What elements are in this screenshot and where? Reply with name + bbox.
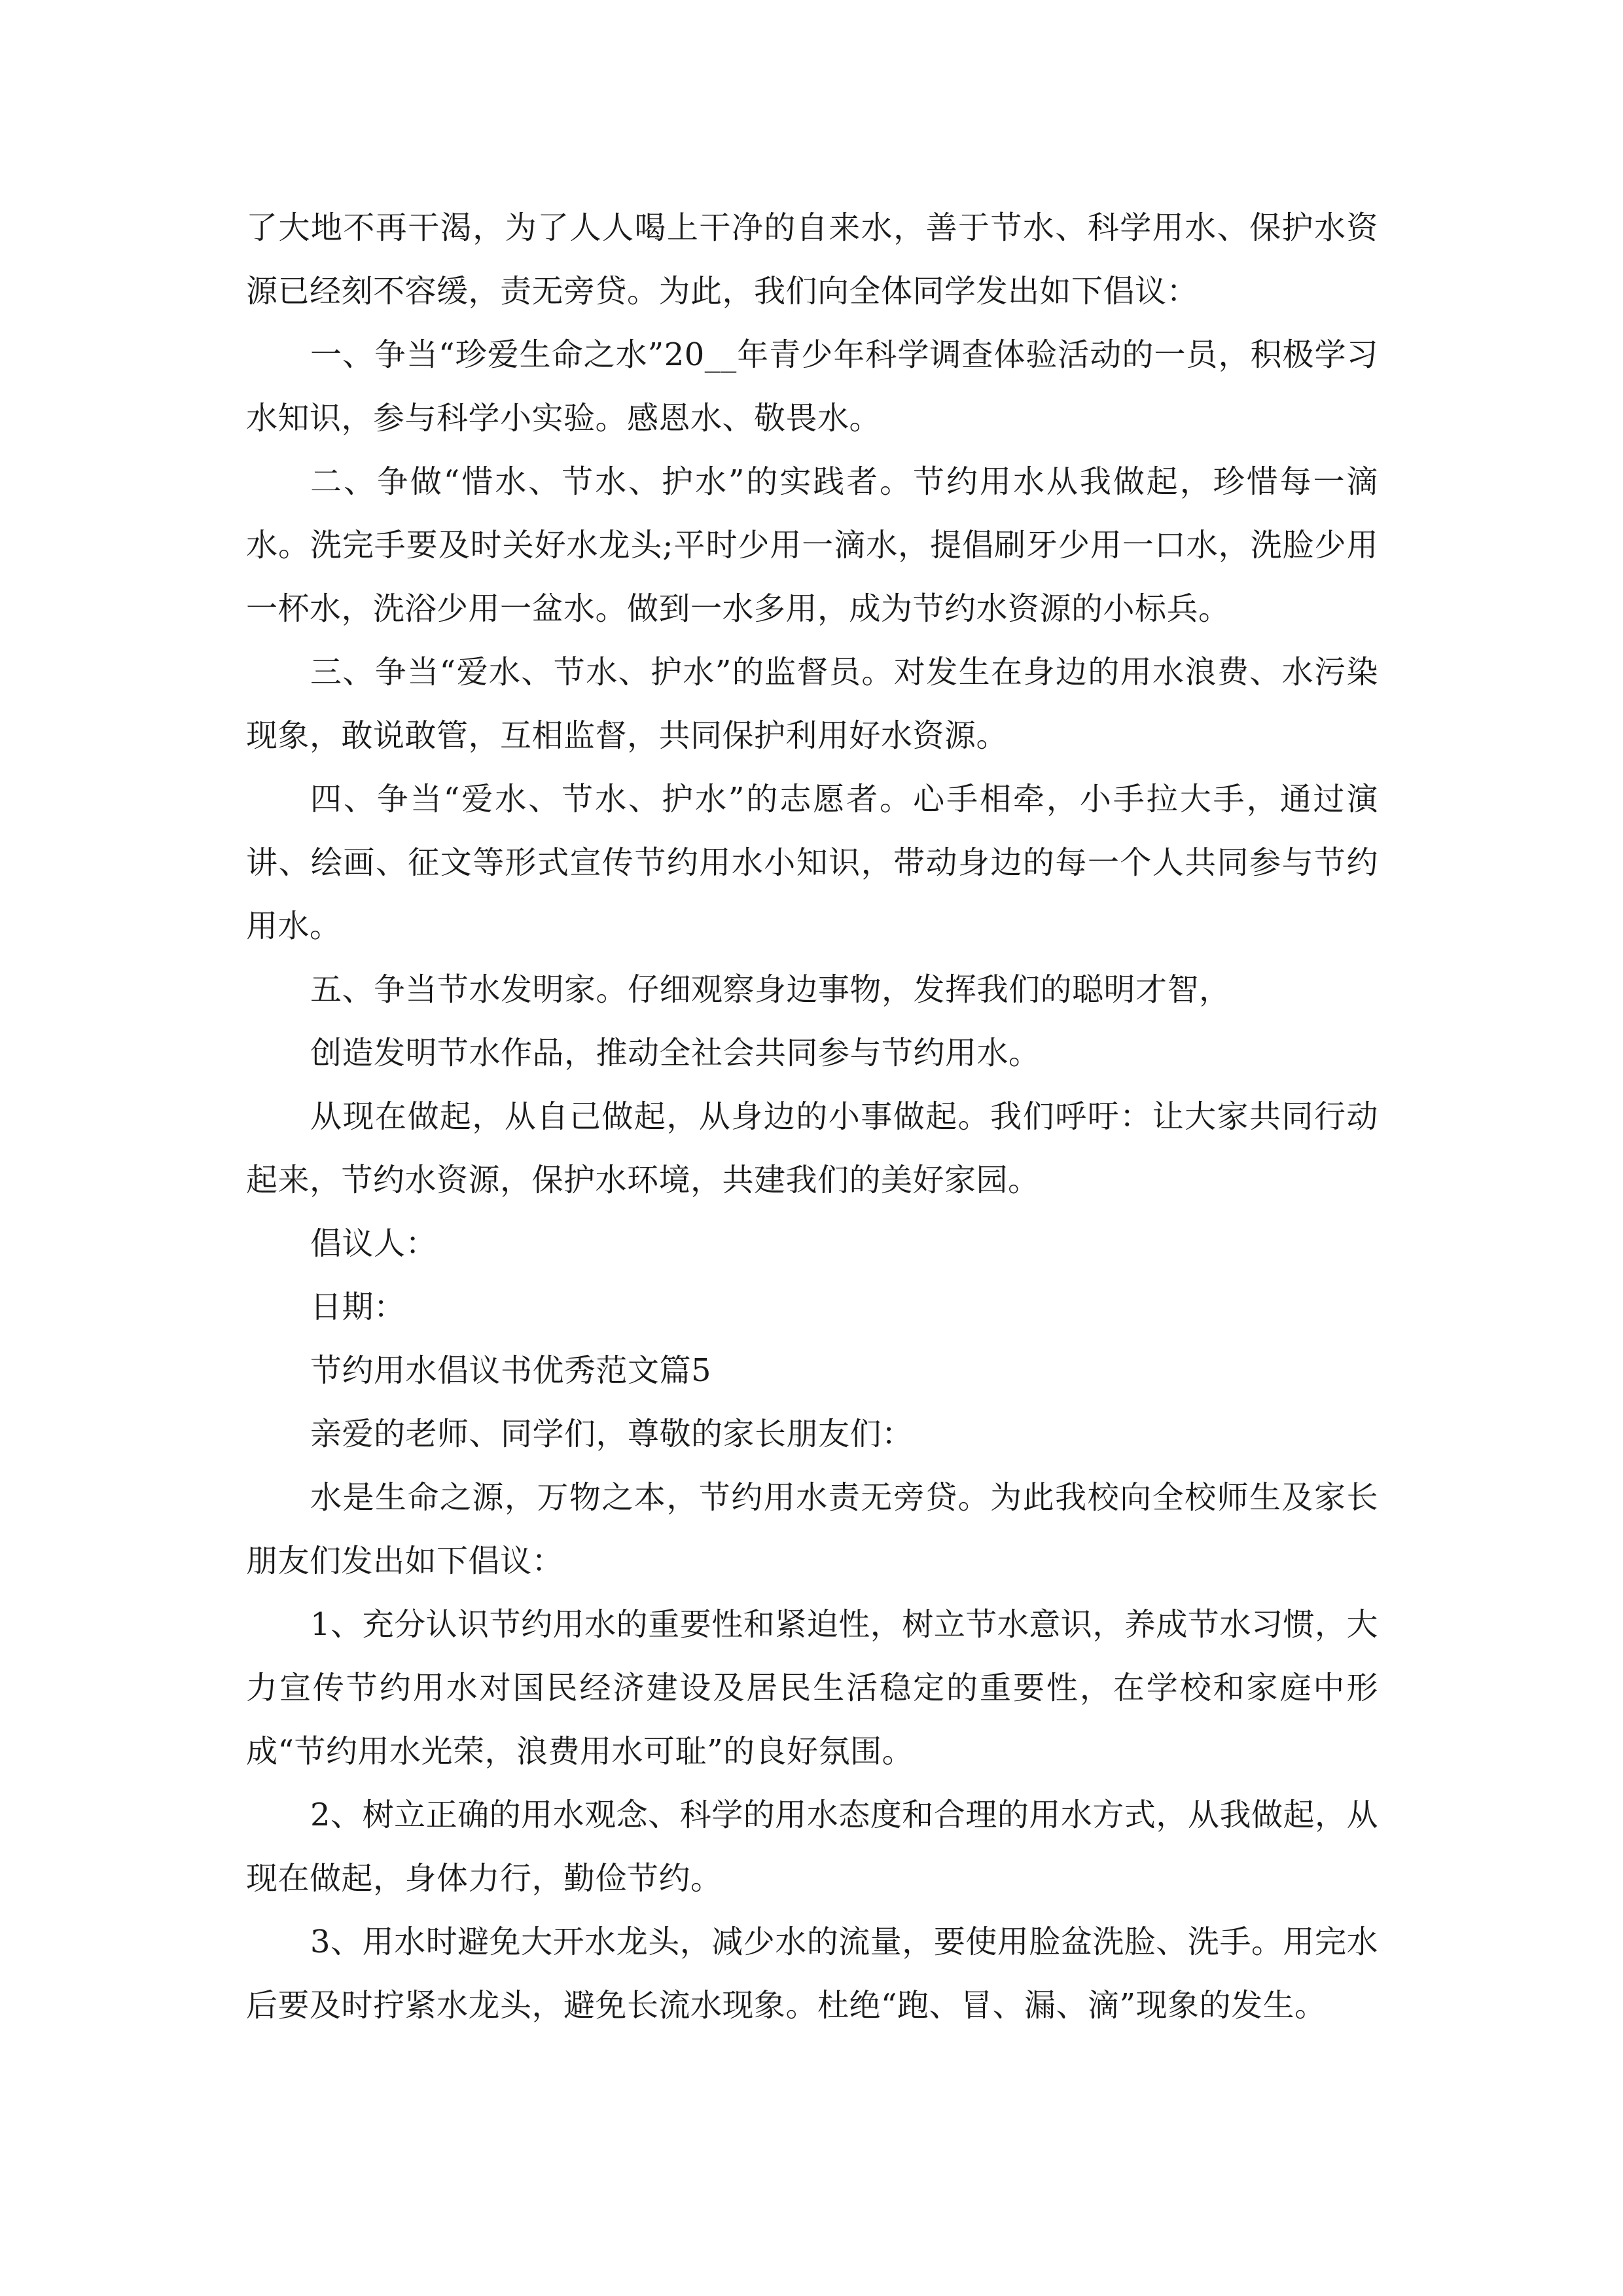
date-label: 日期： — [310, 1289, 406, 1325]
proposal-item-3: 三、争当“爱水、节水、护水”的监督员。对发生在身边的用水浪费、水污染现象，敢说敢管，互相监督，共同保护利用好水资源。 — [246, 654, 1378, 754]
closing-call: 从现在做起，从自己做起，从身边的小事做起。我们呼吁：让大家共同行动起来，节约水资源，保护水环境，共建我们的美好家园。 — [246, 1098, 1378, 1198]
document-body — [246, 196, 1378, 2037]
proposal-item-2: 二、争做“惜水、节水、护水”的实践者。节约用水从我做起，珍惜每一滴水。洗完手要及时关好水龙头;平时少用一滴水，提倡刷牙少用一口水，洗脸少用一杯水，洗浴少用一盆水。做到一水多用，成为节约水资源的小标兵。 — [246, 463, 1378, 627]
numbered-item-3: 3、用水时避免大开水龙头，减少水的流量，要使用脸盆洗脸、洗手。用完水后要及时拧紧水龙头，避免长流水现象。杜绝“跑、冒、漏、滴”现象的发生。 — [246, 1924, 1378, 2024]
proposal-item-5-continued: 创造发明节水作品，推动全社会共同参与节约用水。 — [310, 1035, 1041, 1071]
numbered-item-2: 2、树立正确的用水观念、科学的用水态度和合理的用水方式，从我做起，从现在做起，身体力行，勤俭节约。 — [246, 1797, 1378, 1897]
proposal-item-4: 四、争当“爱水、节水、护水”的志愿者。心手相牵，小手拉大手，通过演讲、绘画、征文等形式宣传节约用水小知识，带动身边的每一个人共同参与节约用水。 — [246, 781, 1378, 944]
salutation: 亲爱的老师、同学们，尊敬的家长朋友们： — [310, 1416, 914, 1452]
proposer-label: 倡议人： — [310, 1225, 438, 1262]
paragraph-continuation: 了大地不再干渴，为了人人喝上干净的自来水，善于节水、科学用水、保护水资源已经刻不容缓，责无旁贷。为此，我们向全体同学发出如下倡议： — [246, 209, 1378, 310]
proposal-item-1: 一、争当“珍爱生命之水”20__年青少年科学调查体验活动的一员，积极学习水知识，参与科学小实验。感恩水、敬畏水。 — [246, 336, 1378, 437]
section-title: 节约用水倡议书优秀范文篇5 — [310, 1352, 712, 1389]
numbered-item-1: 1、充分认识节约用水的重要性和紧迫性，树立节水意识，养成节水习惯，大力宣传节约用水对国民经济建设及居民生活稳定的重要性，在学校和家庭中形成“节约用水光荣，浪费用水可耻”的良好氛围。 — [246, 1606, 1378, 1770]
intro-paragraph: 水是生命之源，万物之本，节约用水责无旁贷。为此我校向全校师生及家长朋友们发出如下倡议： — [246, 1479, 1378, 1579]
proposal-item-5: 五、争当节水发明家。仔细观察身边事物，发挥我们的聪明才智， — [310, 971, 1231, 1008]
